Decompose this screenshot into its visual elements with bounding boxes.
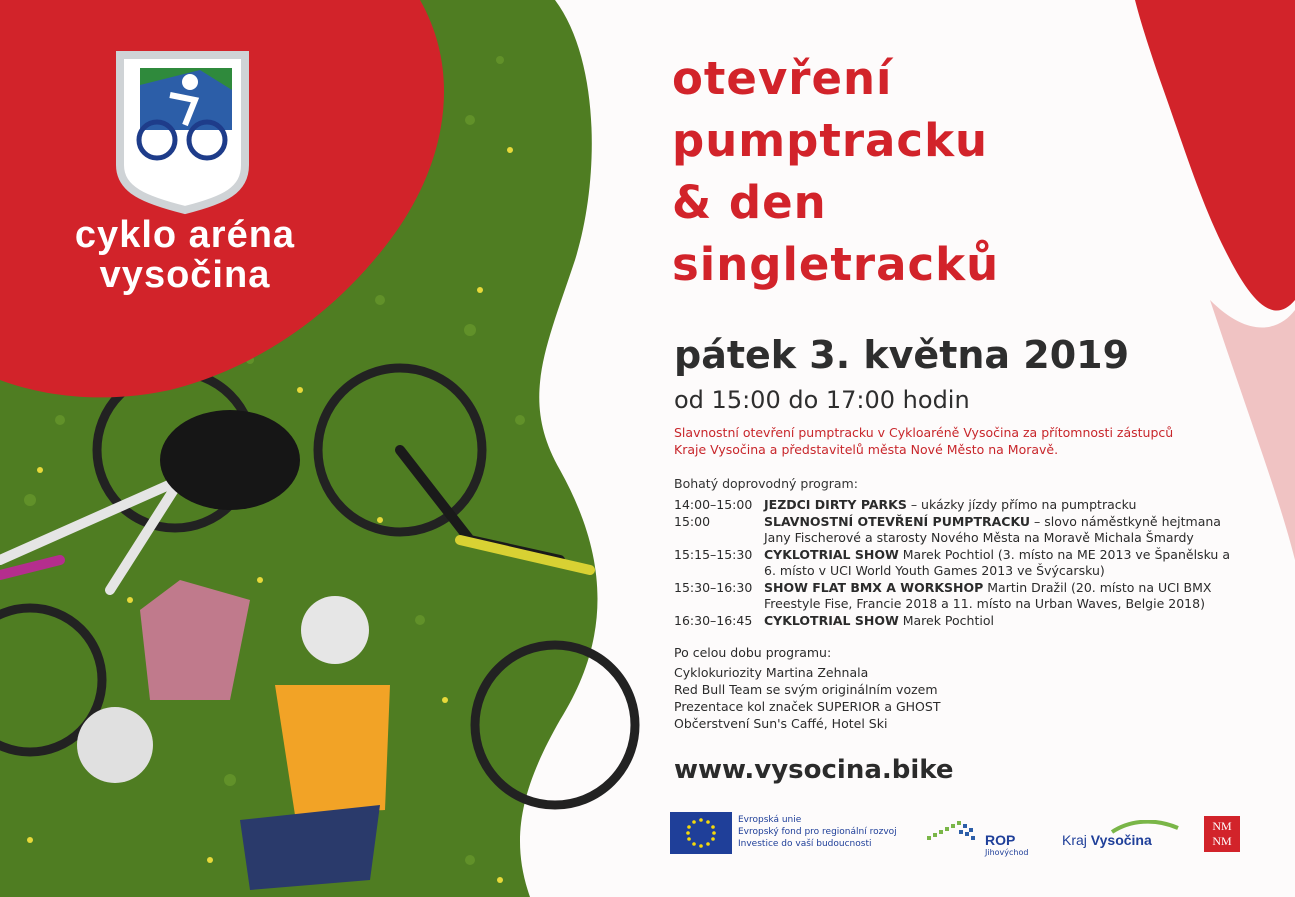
extras-item: Cyklokuriozity Martina Zehnala (674, 665, 869, 680)
program-heading: Bohatý doprovodný program: (674, 476, 858, 491)
extras-heading: Po celou dobu programu: (674, 645, 832, 660)
extras-item: Red Bull Team se svým originálním vozem (674, 682, 938, 697)
rop-dots-icon (925, 818, 983, 848)
event-intro: Slavnostní otevření pumptracku v Cykloaréně Vysočina za přítomnosti zástupců Kraje Vysočina a představitelů města Nové Město na Moravě. (674, 425, 1174, 457)
program-item (674, 497, 1234, 514)
kraj-prefix: Kraj (1062, 832, 1087, 848)
program-list (674, 497, 1234, 629)
brand-line-1: cyklo aréna (74, 214, 296, 256)
program-title: SHOW FLAT BMX A WORKSHOP (764, 579, 984, 595)
program-time: 14:00–15:00 (674, 497, 753, 512)
program-time: 15:15–15:30 (674, 546, 753, 562)
program-item (674, 613, 1234, 630)
event-title (672, 48, 1232, 296)
program-text: – slovo náměstkyně hejtmana Jany Fischerové a starosty Nového Města na Moravě Michala Šmardy (764, 513, 1221, 545)
website-url[interactable]: www.vysocina.bike (674, 755, 954, 785)
program-title: JEZDCI DIRTY PARKS (764, 497, 907, 512)
program-title: SLAVNOSTNÍ OTEVŘENÍ PUMPTRACKU (764, 513, 1031, 529)
eu-flag-icon (670, 812, 732, 854)
program-text: Martin Dražil (20. místo na UCI BMX Freestyle Fise, Francie 2018 a 11. místo na Urban Waves, Belgie 2018) (764, 579, 1212, 611)
title-line-3: & den (672, 176, 827, 229)
nmnm-line-1: NM (1212, 819, 1232, 833)
rop-logo (925, 814, 1029, 859)
rop-subtitle: Jihovýchod (985, 848, 1029, 857)
sponsor-logos (670, 808, 1250, 858)
brand-line-2: vysočina (99, 254, 271, 296)
rop-title: ROP (985, 832, 1016, 848)
program-text: – ukázky jízdy přímo na pumptracku (906, 497, 1137, 512)
program-time: 16:30–16:45 (674, 612, 753, 628)
eu-line-2: Evropský fond pro regionální rozvoj (738, 827, 897, 837)
nmnm-logo (1204, 816, 1240, 852)
extras-item: Prezentace kol značek SUPERIOR a GHOST (674, 699, 941, 714)
program-title: CYKLOTRIAL SHOW (764, 612, 899, 628)
program-time: 15:30–16:30 (674, 579, 753, 595)
event-time: od 15:00 do 17:00 hodin (674, 386, 970, 414)
extras-list (674, 664, 940, 732)
eu-line-1: Evropská unie (738, 815, 802, 825)
eu-logo-text (738, 814, 938, 850)
program-item (674, 580, 1234, 613)
program-text: Marek Pochtiol (3. místo na ME 2013 ve Španělsku a 6. místo v UCI World Youth Games 2013 ve Švýcarsku) (764, 546, 1230, 578)
program-item (674, 547, 1234, 580)
kraj-vysocina-logo (1062, 824, 1182, 854)
kraj-name: Vysočina (1090, 832, 1152, 848)
program-item (674, 514, 1234, 547)
event-date: pátek 3. května 2019 (674, 333, 1130, 377)
brand-name (20, 215, 350, 295)
nmnm-line-2: NM (1212, 834, 1232, 848)
title-line-4: singletracků (672, 238, 1000, 291)
title-line-2: pumptracku (672, 114, 989, 167)
title-line-1: otevření (672, 52, 893, 105)
eu-line-3: Investice do vaší budoucnosti (738, 839, 872, 849)
cyklo-arena-logo-icon (120, 55, 245, 210)
program-title: CYKLOTRIAL SHOW (764, 546, 899, 562)
program-text: Marek Pochtiol (898, 612, 994, 628)
program-time: 15:00 (674, 513, 711, 529)
extras-item: Občerstvení Sun's Caffé, Hotel Ski (674, 716, 888, 731)
